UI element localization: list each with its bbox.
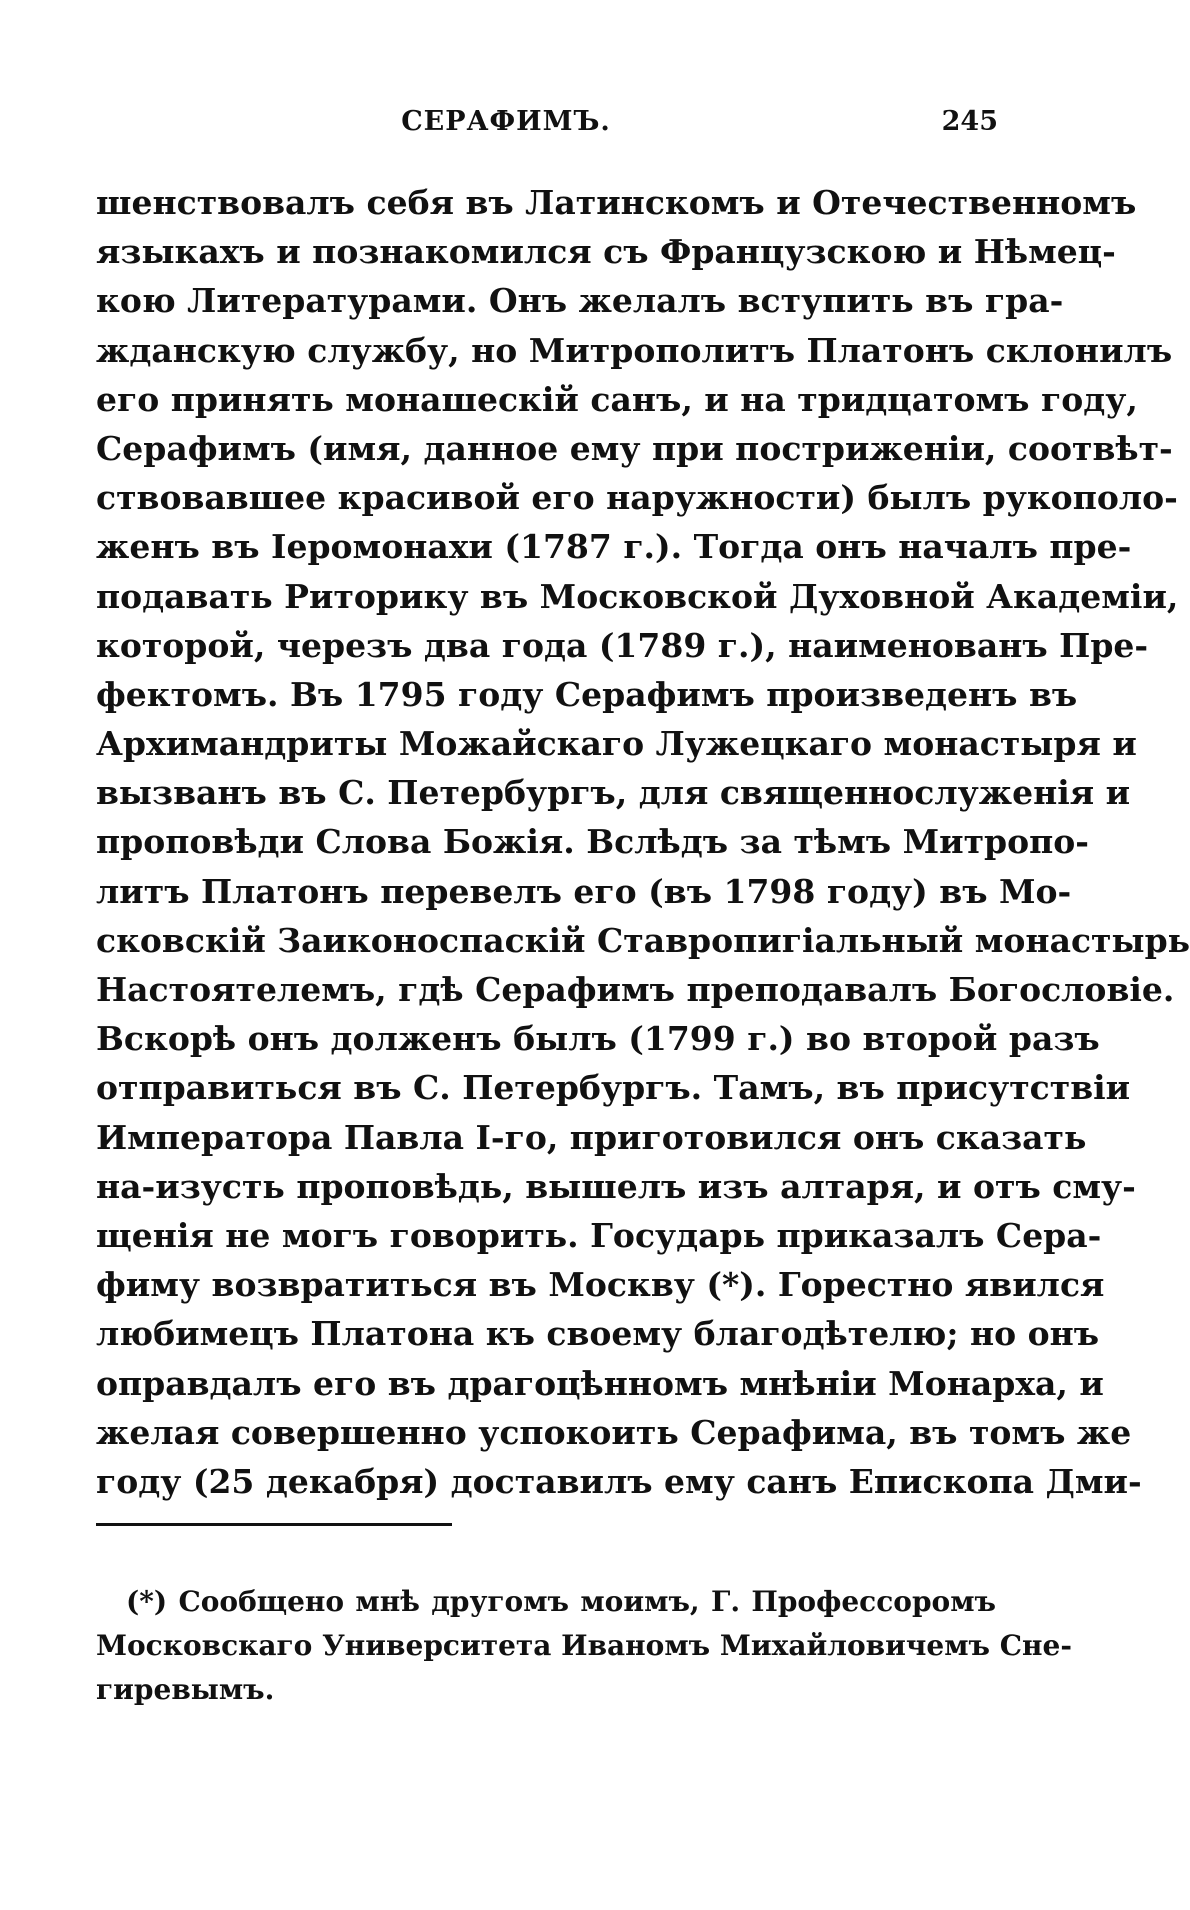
footnote bbox=[96, 1580, 1072, 1712]
text-line: Серафимъ (имя, данное ему при постриженіи, соотвѣт- bbox=[96, 428, 1173, 468]
text-line: проповѣди Слова Божія. Вслѣдъ за тѣмъ Митропо- bbox=[96, 822, 1089, 862]
text-line: году (25 декабря) доставилъ ему санъ Епископа Дми- bbox=[96, 1461, 1142, 1501]
text-line: Настоятелемъ, гдѣ Серафимъ преподавалъ Богословіе. bbox=[96, 970, 1175, 1009]
text-line: Архимандриты Можайскаго Лужецкаго монастыря и bbox=[96, 724, 1137, 764]
text-line: на-изусть проповѣдь, вышелъ изъ алтаря, и отъ сму- bbox=[96, 1166, 1136, 1206]
text-line: вызванъ въ С. Петербургъ, для священнослуженія и bbox=[96, 773, 1131, 813]
text-line: Вскорѣ онъ долженъ былъ (1799 г.) во второй разъ bbox=[96, 1019, 1100, 1059]
text-line: оправдалъ его въ драгоцѣнномъ мнѣніи Монарха, и bbox=[96, 1363, 1104, 1403]
text-line: фектомъ. Въ 1795 году Серафимъ произведенъ въ bbox=[96, 674, 1078, 714]
text-line: кою Литературами. Онъ желалъ вступить въ гра- bbox=[96, 281, 1064, 321]
text-line: подавать Риторику въ Московской Духовной Академіи, bbox=[96, 576, 1179, 616]
text-line: желая совершенно успокоить Серафима, въ томъ же bbox=[96, 1412, 1132, 1452]
text-line: которой, черезъ два года (1789 г.), наименованъ Пре- bbox=[96, 625, 1149, 665]
main-text bbox=[96, 178, 1190, 1506]
footnote-line: (*) Сообщено мнѣ другомъ моимъ, Г. Профессоромъ bbox=[126, 1585, 996, 1618]
text-line: женъ въ Іеромонахи (1787 г.). Тогда онъ началъ пре- bbox=[96, 527, 1132, 567]
text-line: языкахъ и познакомился съ Французскою и Нѣмец- bbox=[96, 232, 1116, 272]
text-line: Императора Павла І-го, приготовился онъ сказать bbox=[96, 1117, 1087, 1157]
text-line: литъ Платонъ перевелъ его (въ 1798 году) въ Мо- bbox=[96, 871, 1072, 911]
text-line: его принять монашескій санъ, и на тридцатомъ году, bbox=[96, 379, 1138, 419]
text-line: шенствовалъ себя въ Латинскомъ и Отечественномъ bbox=[96, 183, 1137, 222]
text-line: отправиться въ С. Петербургъ. Тамъ, въ присутствіи bbox=[96, 1068, 1131, 1108]
text-line: фиму возвратиться въ Москву (*). Горестно явился bbox=[96, 1265, 1105, 1305]
text-line: любимецъ Платона къ своему благодѣтелю; но онъ bbox=[96, 1314, 1100, 1354]
footnote-line: гиревымъ. bbox=[96, 1673, 275, 1706]
text-line: щенія не могъ говорить. Государь приказалъ Сера- bbox=[96, 1215, 1102, 1255]
running-title: СЕРАФИМЪ. bbox=[401, 106, 611, 137]
text-line: жданскую службу, но Митрополитъ Платонъ склонилъ bbox=[96, 330, 1173, 370]
footnote-rule bbox=[96, 1523, 452, 1526]
text-line: ствовавшее красивой его наружности) былъ рукополо- bbox=[96, 478, 1178, 518]
running-head bbox=[96, 100, 996, 140]
text-line: сковскій Заиконоспаскій Ставропигіальный монастырь bbox=[96, 920, 1190, 960]
footnote-line: Московскаго Университета Иваномъ Михайловичемъ Сне- bbox=[96, 1629, 1072, 1662]
page-number: 245 bbox=[941, 106, 998, 137]
